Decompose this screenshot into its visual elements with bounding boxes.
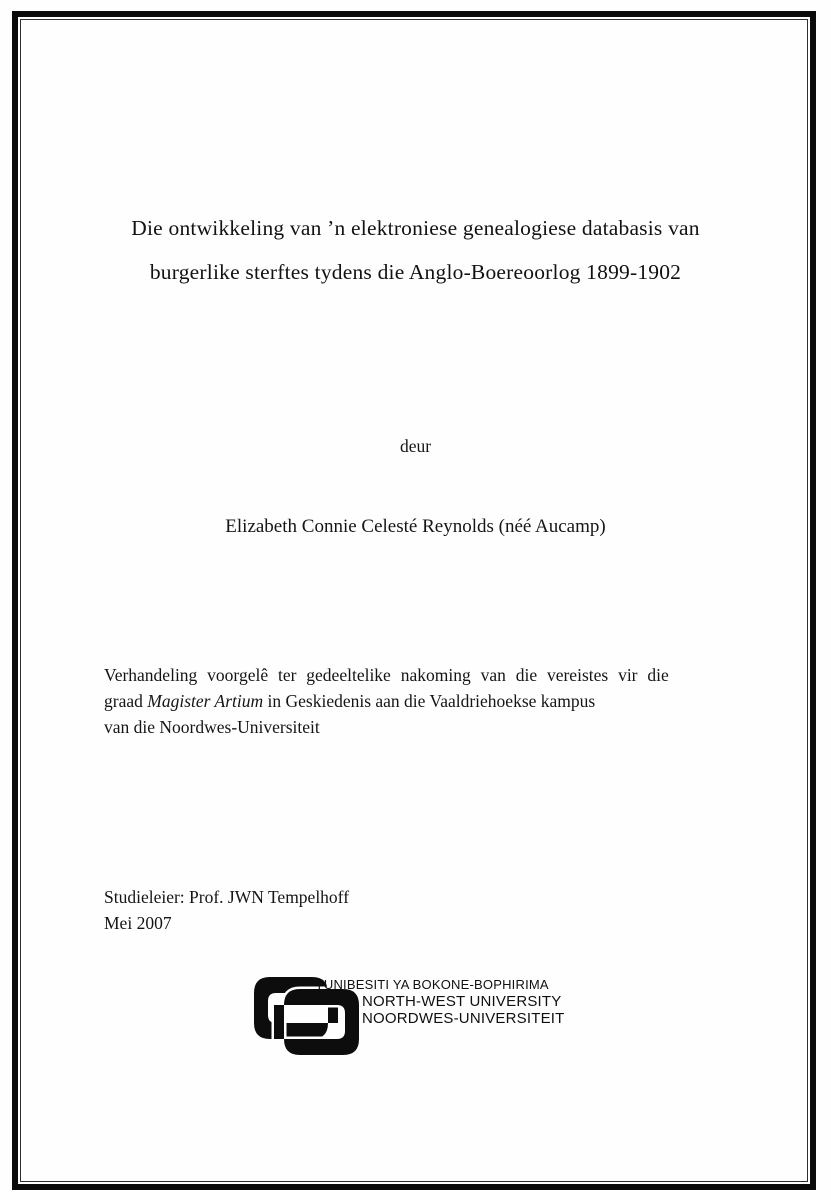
degree-statement (104, 662, 740, 740)
thesis-title (0, 206, 831, 294)
university-name-setswana: YUNIBESITI YA BOKONE-BOPHIRIMA (315, 977, 549, 992)
byline: deur (399, 436, 432, 456)
thesis-title-line2: burgerlike sterftes tydens die Anglo-Boereoorlog 1899-1902 (149, 260, 682, 284)
date-line: Mei 2007 (104, 913, 172, 933)
degree-statement-line3: van die Noordwes-Universiteit (104, 717, 320, 737)
degree-statement-line1: Verhandeling voorgelê ter gedeeltelike nakoming van die vereistes vir die (104, 665, 669, 685)
degree-statement-line2-post: in Geskiedenis aan die Vaaldriehoekse kampus (263, 691, 596, 711)
thesis-title-line1: Die ontwikkeling van ’n elektroniese genealogiese databasis van (131, 216, 700, 240)
university-name-afrikaans: NOORDWES-UNIVERSITEIT (362, 1010, 565, 1027)
author-name: Elizabeth Connie Celesté Reynolds (néé Aucamp) (225, 516, 606, 537)
degree-name: Magister Artium (147, 691, 264, 711)
university-name-english: NORTH-WEST UNIVERSITY (362, 993, 562, 1010)
university-wordmark (315, 976, 565, 1027)
degree-statement-line2 (104, 688, 740, 714)
supervisor-line: Studieleier: Prof. JWN Tempelhoff (104, 887, 350, 907)
degree-statement-line2-pre: graad (104, 691, 148, 711)
supervisor-block (104, 884, 349, 936)
